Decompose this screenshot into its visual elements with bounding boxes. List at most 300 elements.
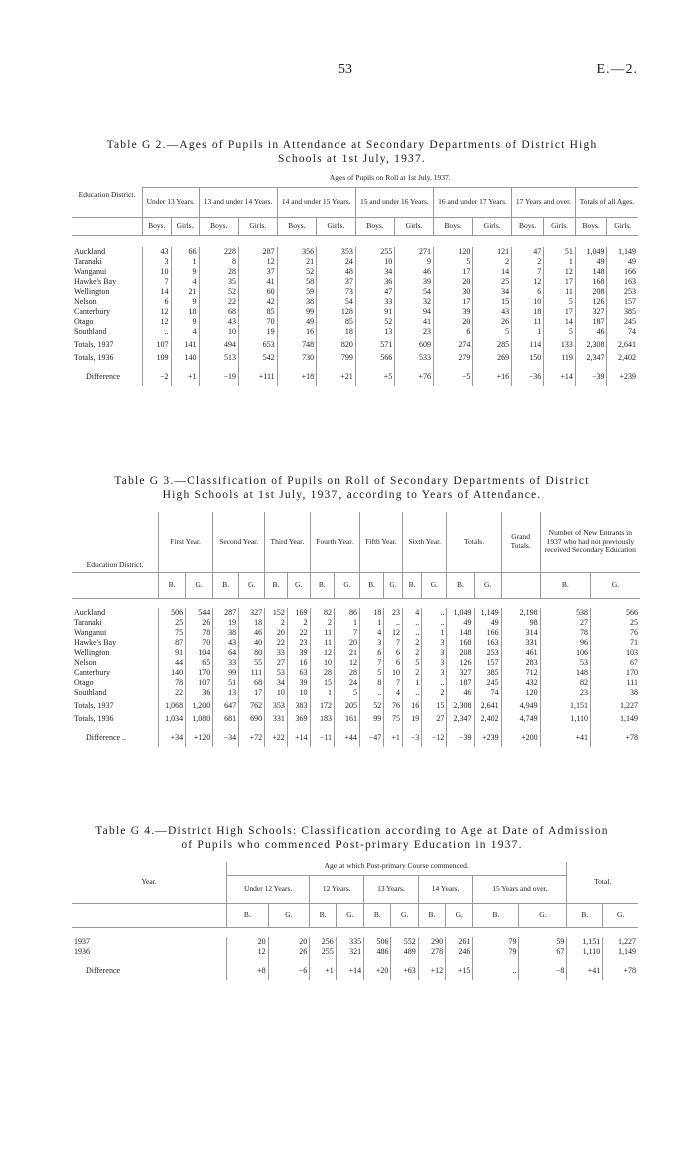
table-cell: 28 bbox=[199, 267, 238, 277]
table-cell: 1 bbox=[422, 628, 447, 638]
row-label: Totals, 1937 bbox=[74, 701, 114, 710]
table-g2-title-line1: Table G 2.—Ages of Pupils in Attendance at Secondary Departments of District High bbox=[106, 139, 598, 151]
table-cell: −6 bbox=[268, 957, 310, 980]
table-cell: 44 bbox=[159, 658, 186, 668]
table-row bbox=[72, 287, 638, 297]
table-cell: 133 bbox=[544, 337, 576, 350]
table-cell: 18 bbox=[512, 307, 544, 317]
row-label: Difference bbox=[86, 966, 121, 975]
table-cell: 36 bbox=[355, 277, 394, 287]
table-cell: 74 bbox=[607, 327, 638, 337]
table-cell: 538 bbox=[540, 608, 590, 618]
table-cell: 187 bbox=[447, 678, 474, 688]
sub-header: Boys. bbox=[355, 217, 394, 235]
table-cell: +41 bbox=[567, 957, 603, 980]
table-cell: 4 bbox=[171, 277, 199, 287]
table-g3-difference bbox=[72, 724, 640, 747]
table-cell: 46 bbox=[575, 327, 607, 337]
table-cell: 6 bbox=[359, 648, 383, 658]
table-cell: +14 bbox=[544, 363, 576, 386]
table-cell: 1,151 bbox=[540, 698, 590, 711]
table-row bbox=[72, 937, 638, 947]
sub-header: G. bbox=[384, 572, 403, 598]
table-cell: 38 bbox=[277, 297, 316, 307]
table-cell: 40 bbox=[239, 638, 265, 648]
table-cell: 12 bbox=[227, 947, 269, 957]
year-group-header: Fifth Year. bbox=[359, 512, 402, 572]
table-cell: +34 bbox=[159, 724, 186, 747]
table-cell: 5 bbox=[544, 327, 576, 337]
sub-header: G. bbox=[446, 903, 473, 927]
table-row bbox=[72, 257, 638, 267]
table-cell: 609 bbox=[395, 337, 434, 350]
table-cell: 13 bbox=[355, 327, 394, 337]
table-cell: 11 bbox=[544, 287, 576, 297]
sub-header: G. bbox=[287, 572, 310, 598]
table-row bbox=[72, 247, 638, 257]
table-cell: 7 bbox=[512, 267, 544, 277]
table-cell: 20 bbox=[433, 317, 472, 327]
table-cell: 274 bbox=[433, 337, 472, 350]
table-cell: 23 bbox=[384, 608, 403, 618]
table-cell: 6 bbox=[143, 297, 172, 307]
table-cell: 114 bbox=[512, 337, 544, 350]
table-row bbox=[72, 350, 638, 363]
sub-header: Girls. bbox=[395, 217, 434, 235]
table-cell: 157 bbox=[607, 297, 638, 307]
table-cell: −11 bbox=[310, 724, 334, 747]
table-cell: 23 bbox=[287, 638, 310, 648]
table-cell: 321 bbox=[336, 947, 363, 957]
table-cell: +72 bbox=[239, 724, 265, 747]
table-cell: 2,641 bbox=[474, 698, 501, 711]
table-cell: −5 bbox=[433, 363, 472, 386]
table-cell: 55 bbox=[239, 658, 265, 668]
table-cell: 87 bbox=[159, 638, 186, 648]
table-cell: 653 bbox=[238, 337, 277, 350]
table-cell: 19 bbox=[402, 711, 421, 724]
page-reference: E.—2. bbox=[596, 62, 638, 77]
table-cell: 4 bbox=[402, 608, 421, 618]
table-cell: +41 bbox=[540, 724, 590, 747]
table-cell: 34 bbox=[355, 267, 394, 277]
table-cell: 7 bbox=[143, 277, 172, 287]
table-cell: +239 bbox=[607, 363, 638, 386]
table-cell: 82 bbox=[540, 678, 590, 688]
sub-header: B. bbox=[213, 572, 239, 598]
table-cell: 66 bbox=[171, 247, 199, 257]
sub-header: Girls. bbox=[317, 217, 356, 235]
table-cell: 75 bbox=[159, 628, 186, 638]
table-cell: 54 bbox=[395, 287, 434, 297]
table-cell: 12 bbox=[143, 317, 172, 327]
table-cell: 1,149 bbox=[607, 247, 638, 257]
sub-header: B. bbox=[402, 572, 421, 598]
row-label: Wellington bbox=[74, 648, 110, 657]
table-cell: .. bbox=[422, 678, 447, 688]
table-cell: +78 bbox=[603, 957, 638, 980]
table-cell: 27 bbox=[422, 711, 447, 724]
table-cell: 327 bbox=[575, 307, 607, 317]
table-cell: −12 bbox=[422, 724, 447, 747]
table-cell: 59 bbox=[519, 937, 567, 947]
table-cell: 76 bbox=[384, 698, 403, 711]
row-label: Otago bbox=[74, 678, 94, 687]
table-cell: 71 bbox=[591, 638, 640, 648]
table-cell: 103 bbox=[591, 648, 640, 658]
table-cell: 46 bbox=[447, 688, 474, 698]
table-cell: 58 bbox=[277, 277, 316, 287]
table-cell: 39 bbox=[395, 277, 434, 287]
table-cell: 34 bbox=[265, 678, 288, 688]
table-cell: 126 bbox=[575, 297, 607, 307]
table-cell: 74 bbox=[474, 688, 501, 698]
table-cell: 30 bbox=[433, 287, 472, 297]
table-cell: 10 bbox=[199, 327, 238, 337]
table-cell: 14 bbox=[143, 287, 172, 297]
table-cell: 271 bbox=[395, 247, 434, 257]
table-cell: 10 bbox=[355, 257, 394, 267]
sub-header: B. bbox=[265, 572, 288, 598]
table-cell: 169 bbox=[287, 608, 310, 618]
sub-header: B. bbox=[227, 903, 269, 927]
table-cell: 187 bbox=[575, 317, 607, 327]
table-cell: 3 bbox=[422, 648, 447, 658]
table-cell: 43 bbox=[199, 317, 238, 327]
table-cell: 79 bbox=[473, 947, 519, 957]
table-cell: 47 bbox=[355, 287, 394, 297]
table-cell: 730 bbox=[277, 350, 316, 363]
table-cell: 278 bbox=[418, 947, 445, 957]
table-cell: 24 bbox=[317, 257, 356, 267]
table-cell: 20 bbox=[268, 937, 310, 947]
table-row bbox=[72, 267, 638, 277]
table-cell: 10 bbox=[287, 688, 310, 698]
sub-header: Girls. bbox=[544, 217, 576, 235]
table-cell: +200 bbox=[501, 724, 540, 747]
table-cell: 2,402 bbox=[474, 711, 501, 724]
table-cell: 1 bbox=[171, 257, 199, 267]
age-group-header: 13 Years. bbox=[364, 875, 419, 903]
age-group-header: 17 Years and over. bbox=[512, 187, 576, 217]
table-cell: 111 bbox=[239, 668, 265, 678]
super-header: Age at which Post-primary Course commenced. bbox=[227, 862, 567, 875]
table-cell: 4 bbox=[359, 628, 383, 638]
table-cell: 107 bbox=[186, 678, 213, 688]
district-header: Education District. bbox=[86, 560, 144, 569]
table-cell: 3 bbox=[422, 668, 447, 678]
row-label: Auckland bbox=[74, 608, 106, 617]
table-cell: 2,347 bbox=[447, 711, 474, 724]
table-cell: 67 bbox=[519, 947, 567, 957]
table-cell: 28 bbox=[310, 668, 334, 678]
table-g2-title bbox=[64, 138, 640, 166]
table-cell: 54 bbox=[317, 297, 356, 307]
table-cell: 85 bbox=[317, 317, 356, 327]
table-cell: 20 bbox=[227, 937, 269, 947]
table-cell: 10 bbox=[384, 668, 403, 678]
table-cell: 506 bbox=[364, 937, 391, 947]
table-cell: 385 bbox=[607, 307, 638, 317]
sub-header: Boys. bbox=[575, 217, 607, 235]
table-cell: 39 bbox=[287, 678, 310, 688]
table-cell: 46 bbox=[239, 628, 265, 638]
table-cell: 287 bbox=[238, 247, 277, 257]
new-entrants-header: Number of New Entrants in 1937 who had not previously received Secondary Education bbox=[540, 512, 640, 572]
table-cell: 51 bbox=[213, 678, 239, 688]
table-g4-title-line2: of Pupils who commenced Post-primary Education in 1937. bbox=[181, 839, 523, 851]
table-cell: 9 bbox=[171, 297, 199, 307]
sub-header: G. bbox=[268, 903, 310, 927]
table-cell: +8 bbox=[227, 957, 269, 980]
table-cell: +44 bbox=[335, 724, 360, 747]
table-cell: 14 bbox=[544, 317, 576, 327]
table-cell: 9 bbox=[171, 317, 199, 327]
row-label: Wellington bbox=[74, 287, 110, 296]
table-cell: 2 bbox=[512, 257, 544, 267]
table-cell: 353 bbox=[317, 247, 356, 257]
row-label: Wanganui bbox=[74, 628, 107, 637]
table-cell: 166 bbox=[607, 267, 638, 277]
table-g3 bbox=[72, 512, 640, 747]
sub-header: G. bbox=[239, 572, 265, 598]
table-cell: 15 bbox=[473, 297, 512, 307]
table-g3-header bbox=[72, 512, 640, 608]
table-cell: 163 bbox=[607, 277, 638, 287]
sub-header: G. bbox=[474, 572, 501, 598]
table-cell: 126 bbox=[447, 658, 474, 668]
sub-header: G. bbox=[336, 903, 363, 927]
row-label: Wanganui bbox=[74, 267, 107, 276]
table-cell: 5 bbox=[402, 658, 421, 668]
table-cell: +15 bbox=[446, 957, 473, 980]
table-row bbox=[72, 628, 640, 638]
table-cell: 38 bbox=[591, 688, 640, 698]
table-cell: −34 bbox=[213, 724, 239, 747]
sub-header bbox=[501, 572, 540, 598]
table-cell: 1 bbox=[512, 327, 544, 337]
table-cell: 1,149 bbox=[474, 608, 501, 618]
sub-header: Girls. bbox=[473, 217, 512, 235]
table-cell: 141 bbox=[171, 337, 199, 350]
table-cell: 356 bbox=[277, 247, 316, 257]
table-cell: 16 bbox=[402, 698, 421, 711]
table-cell: 1,068 bbox=[159, 698, 186, 711]
table-cell: 18 bbox=[359, 608, 383, 618]
table-cell: .. bbox=[473, 957, 519, 980]
row-label: Canterbury bbox=[74, 668, 110, 677]
table-cell: −19 bbox=[199, 363, 238, 386]
table-cell: 49 bbox=[447, 618, 474, 628]
table-cell: 2 bbox=[287, 618, 310, 628]
table-cell: 1,110 bbox=[567, 947, 603, 957]
sub-header: G. bbox=[335, 572, 360, 598]
table-cell: 1 bbox=[402, 678, 421, 688]
table-cell: 432 bbox=[501, 678, 540, 688]
table-cell: +76 bbox=[395, 363, 434, 386]
table-cell: 20 bbox=[433, 277, 472, 287]
spacer-row bbox=[72, 927, 638, 937]
table-cell: 107 bbox=[143, 337, 172, 350]
table-cell: 28 bbox=[335, 668, 360, 678]
table-cell: 91 bbox=[355, 307, 394, 317]
table-cell: +20 bbox=[364, 957, 391, 980]
table-cell: 43 bbox=[143, 247, 172, 257]
table-cell: 1 bbox=[310, 688, 334, 698]
table-cell: 16 bbox=[277, 327, 316, 337]
table-cell: 3 bbox=[422, 658, 447, 668]
table-cell: +14 bbox=[287, 724, 310, 747]
sub-header: Girls. bbox=[171, 217, 199, 235]
table-cell: 1 bbox=[335, 618, 360, 628]
table-cell: 647 bbox=[213, 698, 239, 711]
table-row bbox=[72, 297, 638, 307]
sub-header: G. bbox=[591, 572, 640, 598]
table-cell: −39 bbox=[447, 724, 474, 747]
table-cell: 140 bbox=[159, 668, 186, 678]
table-cell: 32 bbox=[395, 297, 434, 307]
table-cell: 17 bbox=[544, 307, 576, 317]
table-cell: 170 bbox=[186, 668, 213, 678]
table-cell: 23 bbox=[540, 688, 590, 698]
sub-header: B. bbox=[159, 572, 186, 598]
table-cell: 314 bbox=[501, 628, 540, 638]
sub-header: Girls. bbox=[607, 217, 638, 235]
table-cell: 12 bbox=[238, 257, 277, 267]
sub-header: B. bbox=[540, 572, 590, 598]
table-cell: 6 bbox=[512, 287, 544, 297]
table-cell: 385 bbox=[474, 668, 501, 678]
table-cell: +5 bbox=[355, 363, 394, 386]
table-cell: 49 bbox=[575, 257, 607, 267]
row-label: Nelson bbox=[74, 297, 97, 306]
table-cell: 70 bbox=[186, 638, 213, 648]
table-cell: 41 bbox=[395, 317, 434, 327]
table-cell: 18 bbox=[239, 618, 265, 628]
table-cell: 51 bbox=[544, 247, 576, 257]
table-cell: 5 bbox=[433, 257, 472, 267]
table-g4-title-line1: Table G 4.—District High Schools: Classification according to Age at Date of Admission bbox=[95, 825, 609, 837]
table-cell: 353 bbox=[265, 698, 288, 711]
table-cell: 33 bbox=[355, 297, 394, 307]
table-cell: 571 bbox=[355, 337, 394, 350]
table-cell: 20 bbox=[335, 638, 360, 648]
table-cell: 2 bbox=[422, 688, 447, 698]
table-cell: 152 bbox=[265, 608, 288, 618]
table-cell: 1,049 bbox=[447, 608, 474, 618]
row-label: 1937 bbox=[74, 937, 90, 946]
table-row bbox=[72, 337, 638, 350]
table-cell: +12 bbox=[418, 957, 445, 980]
sub-header: Boys. bbox=[143, 217, 172, 235]
table-cell: 16 bbox=[287, 658, 310, 668]
row-label: Auckland bbox=[74, 247, 106, 256]
table-cell: 17 bbox=[239, 688, 265, 698]
table-cell: 43 bbox=[473, 307, 512, 317]
table-cell: 37 bbox=[317, 277, 356, 287]
table-g4-body bbox=[72, 937, 638, 957]
table-cell: 4 bbox=[171, 327, 199, 337]
table-cell: 253 bbox=[607, 287, 638, 297]
table-cell: 166 bbox=[474, 628, 501, 638]
table-cell: 19 bbox=[238, 327, 277, 337]
table-cell: 12 bbox=[512, 277, 544, 287]
table-cell: 163 bbox=[474, 638, 501, 648]
table-cell: 70 bbox=[238, 317, 277, 327]
table-cell: 68 bbox=[239, 678, 265, 688]
table-cell: 49 bbox=[607, 257, 638, 267]
table-cell: 59 bbox=[277, 287, 316, 297]
table-cell: 681 bbox=[213, 711, 239, 724]
sub-header: Boys. bbox=[277, 217, 316, 235]
district-header: Education District. bbox=[78, 190, 136, 199]
year-group-header: Totals. bbox=[447, 512, 501, 572]
table-cell: 1,151 bbox=[567, 937, 603, 947]
table-cell: 2 bbox=[265, 618, 288, 628]
table-cell: .. bbox=[402, 618, 421, 628]
table-cell: 245 bbox=[607, 317, 638, 327]
table-cell: 80 bbox=[239, 648, 265, 658]
table-cell: .. bbox=[402, 688, 421, 698]
table-cell: 52 bbox=[359, 698, 383, 711]
age-group-header: 14 Years. bbox=[418, 875, 473, 903]
table-g4-title bbox=[64, 824, 640, 852]
table-cell: 96 bbox=[540, 638, 590, 648]
table-cell: −2 bbox=[143, 363, 172, 386]
table-cell: .. bbox=[143, 327, 172, 337]
table-cell: 335 bbox=[336, 937, 363, 947]
table-cell: 52 bbox=[277, 267, 316, 277]
table-cell: 64 bbox=[213, 648, 239, 658]
table-cell: 9 bbox=[395, 257, 434, 267]
row-label: Totals, 1936 bbox=[74, 714, 114, 723]
table-cell: 76 bbox=[591, 628, 640, 638]
table-cell: 18 bbox=[171, 307, 199, 317]
table-row bbox=[72, 648, 640, 658]
table-cell: 19 bbox=[213, 618, 239, 628]
table-cell: 331 bbox=[501, 638, 540, 648]
table-g2-body bbox=[72, 247, 638, 337]
table-g3-title-line2: High Schools at 1st July, 1937, according to Years of Attendance. bbox=[162, 489, 542, 501]
table-cell: 52 bbox=[355, 317, 394, 327]
table-cell: 533 bbox=[395, 350, 434, 363]
row-label: Otago bbox=[74, 317, 94, 326]
row-label: Southland bbox=[74, 327, 107, 336]
age-group-header: 16 and under 17 Years. bbox=[433, 187, 511, 217]
table-cell: 283 bbox=[501, 658, 540, 668]
table-cell: 2,198 bbox=[501, 608, 540, 618]
grand-totals-header: Grand Totals. bbox=[501, 512, 540, 572]
table-cell: 285 bbox=[473, 337, 512, 350]
table-cell: 22 bbox=[287, 628, 310, 638]
table-cell: 3 bbox=[359, 638, 383, 648]
row-label: Totals, 1936 bbox=[74, 353, 114, 362]
table-cell: 10 bbox=[512, 297, 544, 307]
table-cell: +239 bbox=[474, 724, 501, 747]
table-cell: 290 bbox=[418, 937, 445, 947]
table-cell: 33 bbox=[265, 648, 288, 658]
table-cell: 208 bbox=[447, 648, 474, 658]
table-cell: 8 bbox=[199, 257, 238, 267]
sub-header: Boys. bbox=[433, 217, 472, 235]
table-cell: 1 bbox=[359, 618, 383, 628]
sub-header: G. bbox=[186, 572, 213, 598]
sub-header: B. bbox=[359, 572, 383, 598]
table-cell: 38 bbox=[213, 628, 239, 638]
table-row bbox=[72, 327, 638, 337]
table-cell: 168 bbox=[447, 638, 474, 648]
table-cell: 46 bbox=[395, 267, 434, 277]
